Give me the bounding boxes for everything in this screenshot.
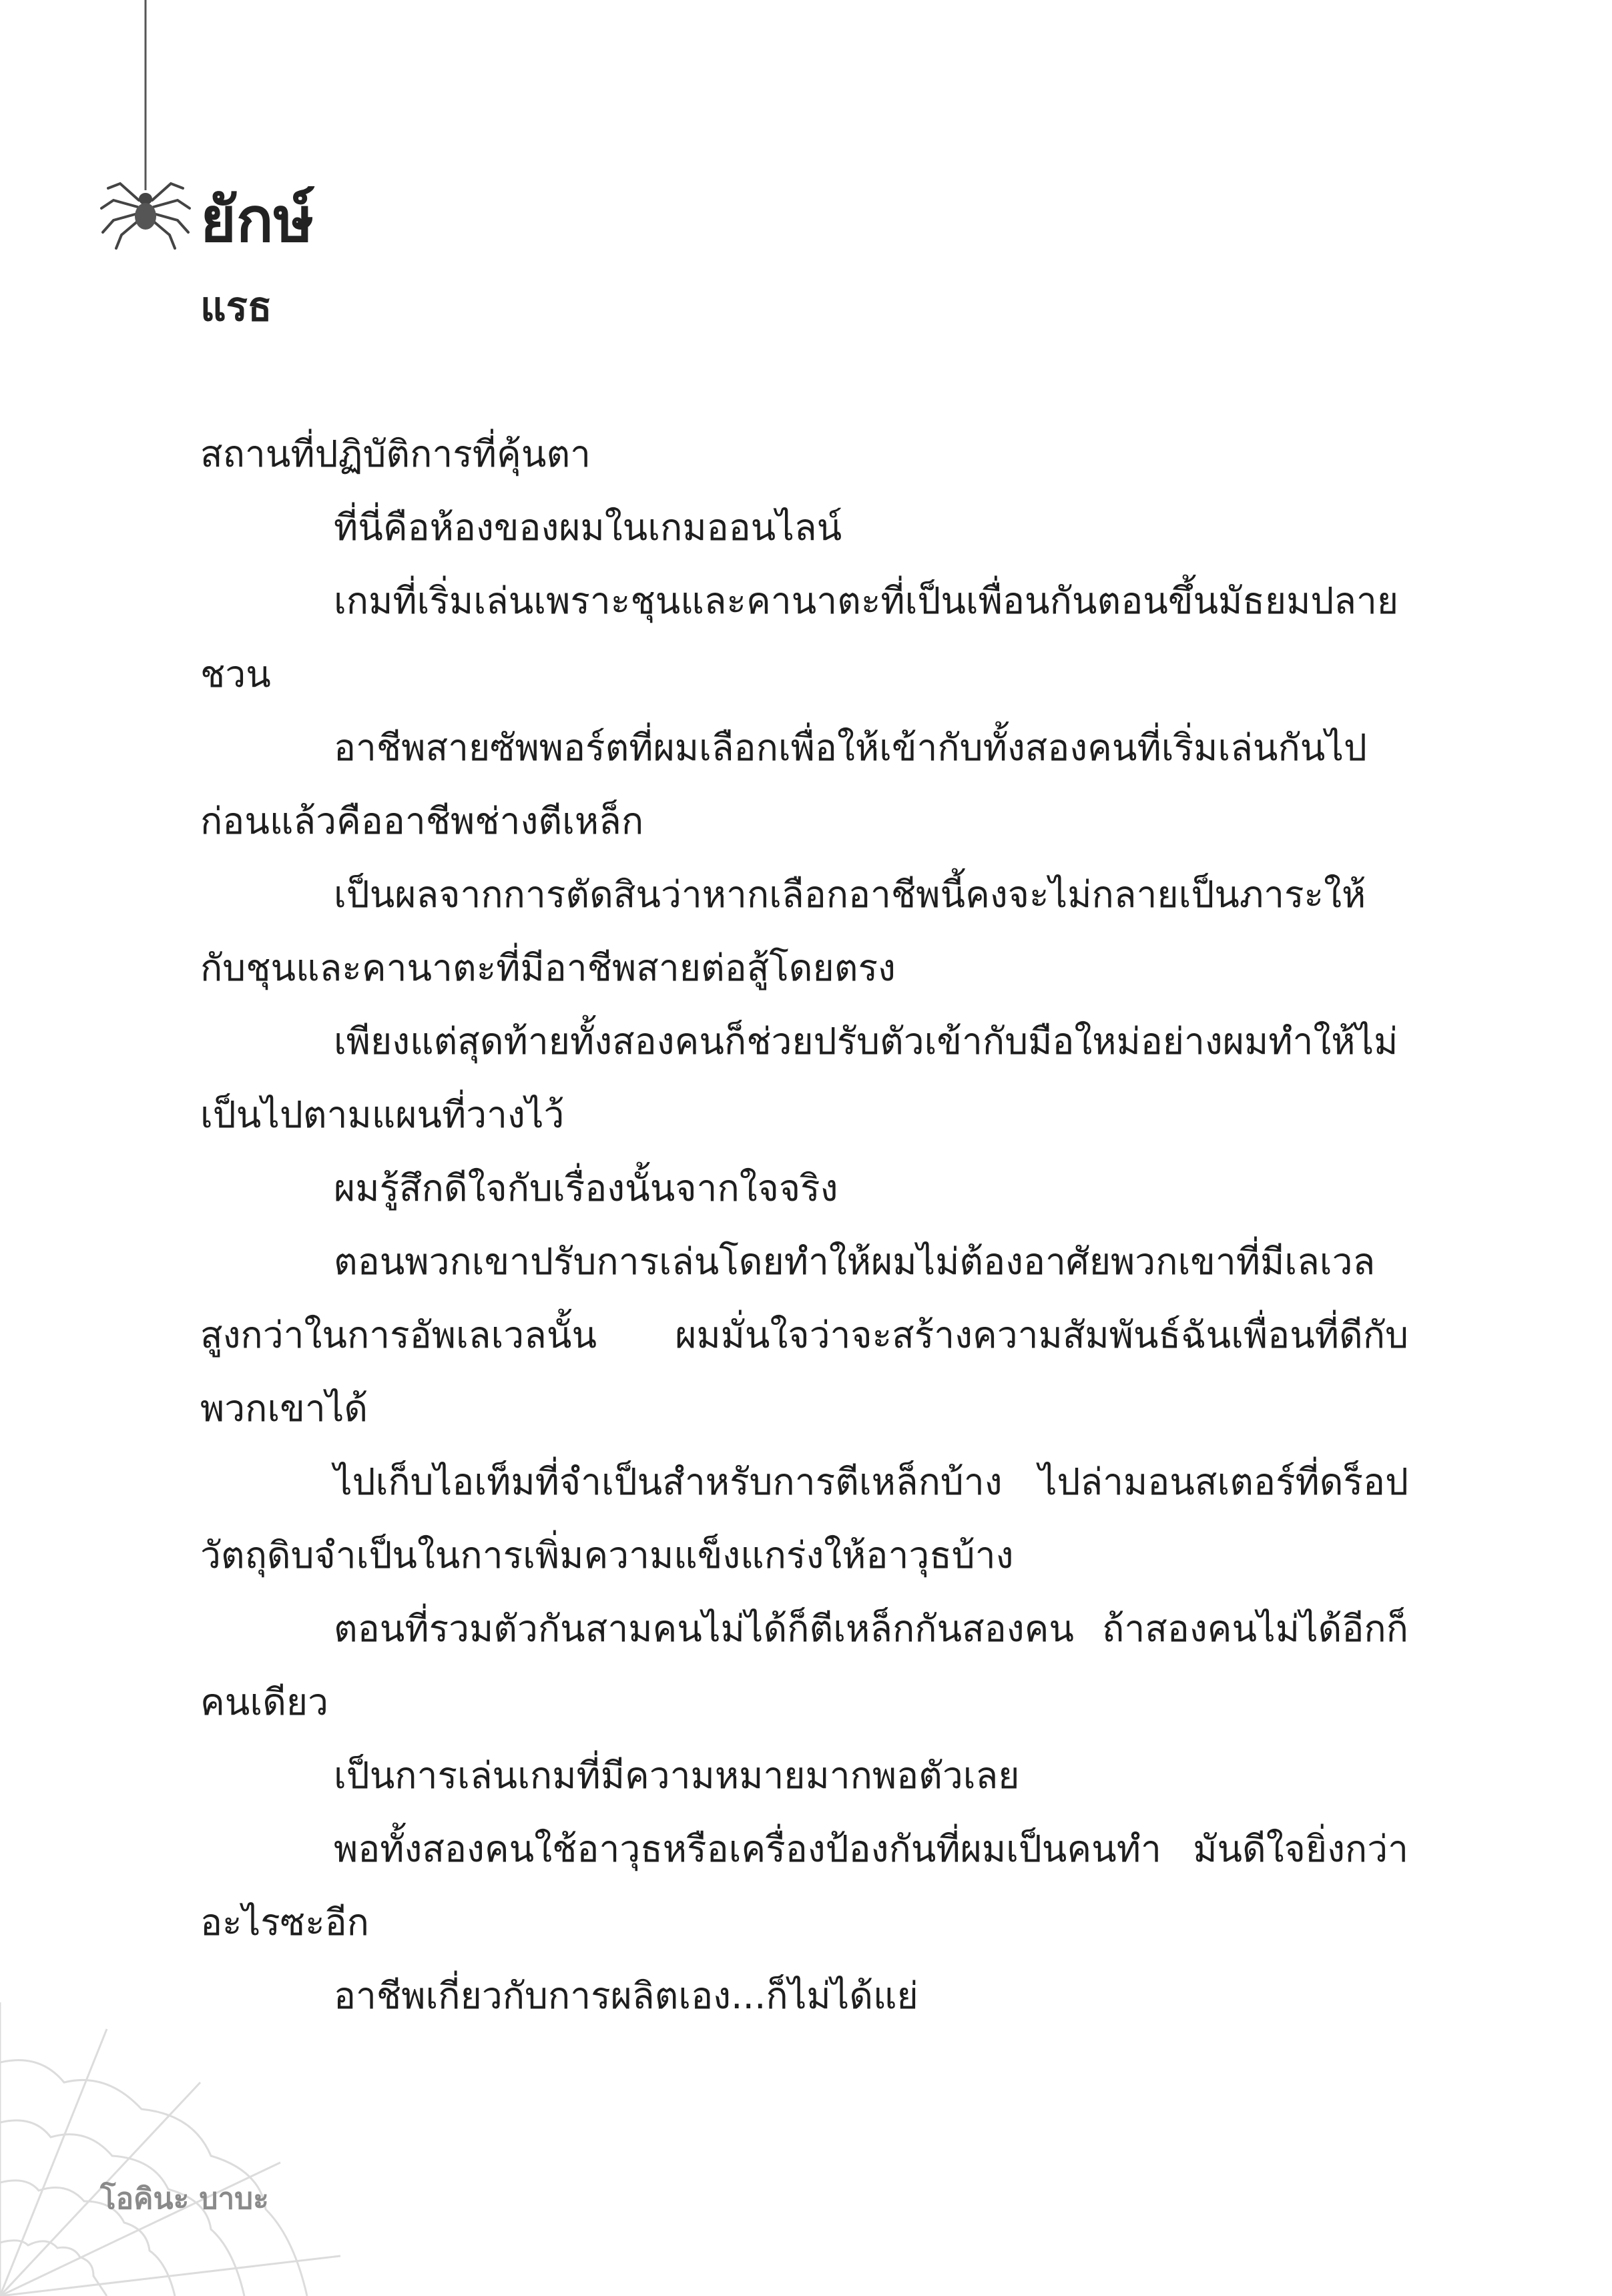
chapter-title: ยักษ์ xyxy=(200,184,314,256)
paragraph: พอทั้งสองคนใช้อาวุธหรือเครื่องป้องกันที่ผมเป็นคนทำ มันดีใจยิ่งกว่าอะไรซะอีก xyxy=(200,1827,1408,1944)
chapter-subtitle: แรธ xyxy=(200,284,272,330)
paragraph: เป็นการเล่นเกมที่มีความหมายมากพอตัวเลย xyxy=(334,1754,1020,1797)
paragraph: เป็นผลจากการตัดสินว่าหากเลือกอาชีพนี้คงจะไม่กลายเป็นภาระให้กับชุนและคานาตะที่มีอาชีพสายต่อสู้โดยตรง xyxy=(200,873,1366,989)
footer-author: โอคินะ บาบะ xyxy=(100,2182,269,2216)
spider-web-icon xyxy=(0,1989,347,2296)
paragraph: ไปเก็บไอเท็มที่จำเป็นสำหรับการตีเหล็กบ้าง ไปล่ามอนสเตอร์ที่ดร็อปวัตถุดิบจำเป็นในการเพิ่มความแข็งแกร่งให้อาวุธบ้าง xyxy=(200,1460,1408,1576)
paragraph: สถานที่ปฏิบัติการที่คุ้นตา xyxy=(200,433,591,475)
spider-icon xyxy=(93,0,194,267)
paragraph: เกมที่เริ่มเล่นเพราะชุนและคานาตะที่เป็นเพื่อนกันตอนขึ้นมัธยมปลายชวน xyxy=(200,579,1399,695)
paragraph: ผมรู้สึกดีใจกับเรื่องนั้นจากใจจริง xyxy=(334,1167,838,1209)
paragraph: อาชีพสายซัพพอร์ตที่ผมเลือกเพื่อให้เข้ากับทั้งสองคนที่เริ่มเล่นกันไปก่อนแล้วคืออาชีพช่างตีเหล็ก xyxy=(200,726,1367,842)
paragraph: เพียงแต่สุดท้ายทั้งสองคนก็ช่วยปรับตัวเข้ากับมือใหม่อย่างผมทำให้ไม่เป็นไปตามแผนที่วางไว้ xyxy=(200,1020,1398,1136)
paragraph: ตอนพวกเขาปรับการเล่นโดยทำให้ผมไม่ต้องอาศัยพวกเขาที่มีเลเวลสูงกว่าในการอัพเลเวลนั้น ผมมั่นใจว่าจะสร้างความสัมพันธ์ฉันเพื่อนที่ดีกับพวกเขาได้ xyxy=(200,1240,1408,1430)
paragraph: อาชีพเกี่ยวกับการผลิตเอง...ก็ไม่ได้แย่ xyxy=(334,1974,918,2017)
body-text xyxy=(200,417,1408,2032)
paragraph: ที่นี่คือห้องของผมในเกมออนไลน์ xyxy=(334,506,842,549)
paragraph: ตอนที่รวมตัวกันสามคนไม่ได้ก็ตีเหล็กกันสองคน ถ้าสองคนไม่ได้อีกก็คนเดียว xyxy=(200,1607,1408,1723)
